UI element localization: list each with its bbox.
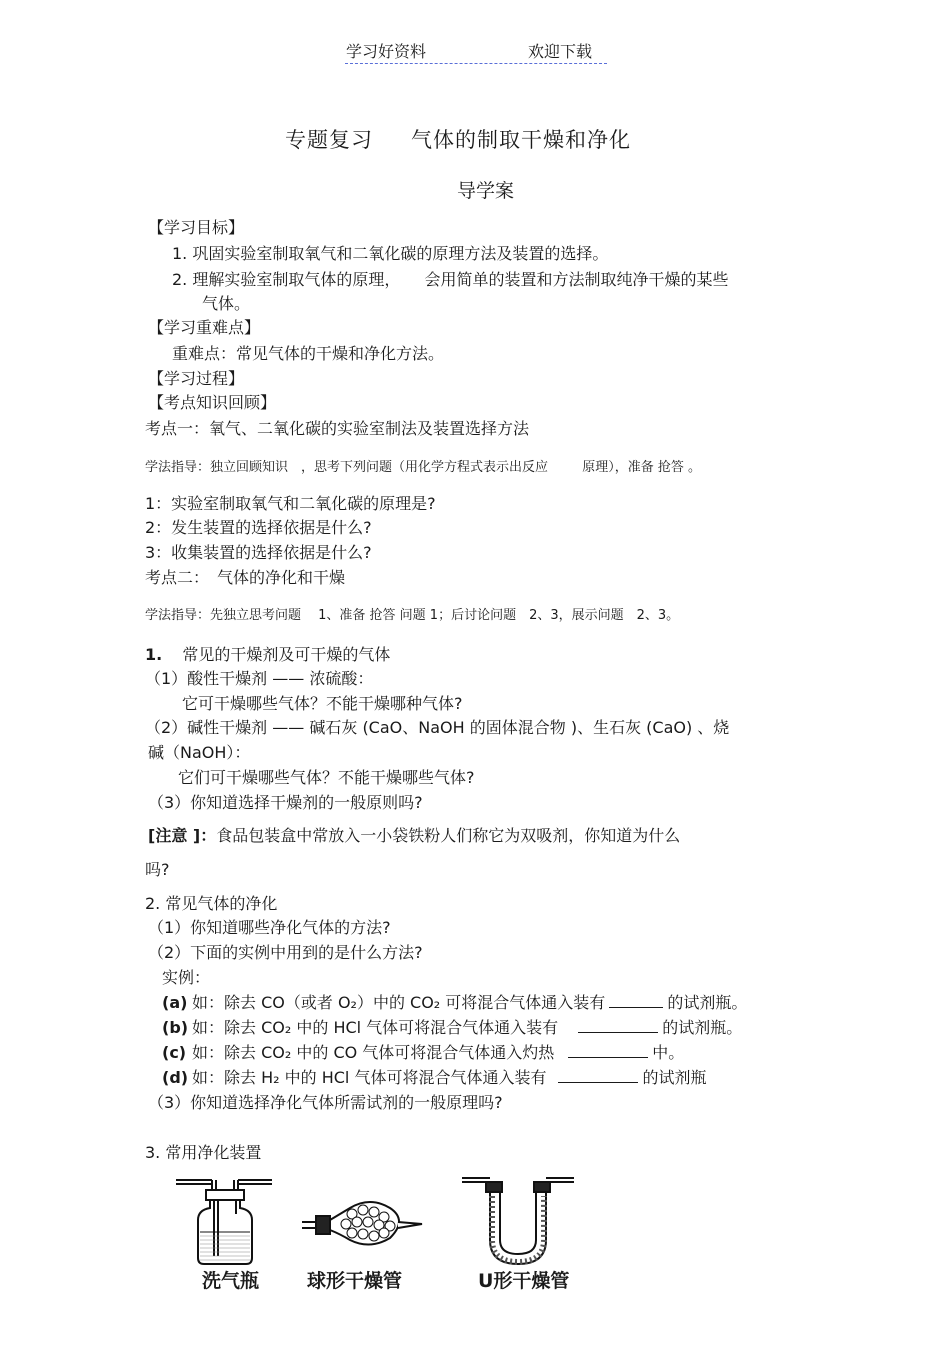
header-right: 欢迎下载 — [528, 42, 593, 61]
u-shaped-drying-tube-icon — [462, 1178, 574, 1264]
example-d — [162, 1068, 706, 1087]
header-divider — [345, 63, 607, 64]
point1-guide-b: 原理），准备 抢答 。 — [582, 460, 702, 475]
s1-heading — [145, 645, 390, 664]
s2-q2: （2）下面的实例中用到的是什么方法? — [148, 943, 423, 962]
note-tag: [注意 ]： — [148, 826, 217, 845]
example-b-tag: (b) — [162, 1018, 189, 1037]
goal-item-1: 1. 巩固实验室制取氧气和二氧化碳的原理方法及装置的选择。 — [172, 244, 609, 263]
s2-q1: （1）你知道哪些净化气体的方法? — [148, 918, 391, 937]
s3-title: 3. 常用净化装置 — [145, 1143, 262, 1162]
point1-q3: 3：收集装置的选择依据是什么? — [145, 543, 372, 562]
caption-u-drying-tube: U形干燥管 — [478, 1270, 570, 1292]
example-a-tag: (a) — [162, 993, 188, 1012]
s1-title: 常见的干燥剂及可干燥的气体 — [182, 645, 391, 664]
goals-heading: 【学习目标】 — [148, 218, 245, 237]
example-c-tag: (c) — [162, 1043, 187, 1062]
s2-q3: （3）你知道选择净化气体所需试剂的一般原理吗? — [148, 1093, 503, 1112]
example-d-tag: (d) — [162, 1068, 189, 1087]
example-b — [162, 1018, 742, 1037]
example-c-end: 中。 — [652, 1043, 685, 1062]
review-heading: 【考点知识回顾】 — [148, 393, 277, 412]
example-a-end: 的试剂瓶。 — [667, 993, 748, 1012]
goal-item-2c: 气体。 — [202, 294, 251, 313]
s1-a-question: 它可干燥哪些气体？不能干燥哪种气体? — [182, 694, 463, 713]
title-part2: 气体的制取干燥和净化 — [411, 128, 631, 152]
spherical-drying-tube-icon — [302, 1202, 422, 1245]
page-title — [285, 128, 631, 153]
s1-note2: 吗? — [145, 860, 170, 879]
example-a — [162, 993, 747, 1012]
point2-guide: 学法指导：先独立思考问题 1、准备 抢答 问题 1；后讨论问题 2、3，展示问题 2、3。 — [145, 608, 680, 623]
example-c-text: 如：除去 CO₂ 中的 CO 气体可将混合气体通入灼热 — [192, 1043, 555, 1062]
s2-example-label: 实例： — [162, 968, 211, 987]
example-c-blank[interactable] — [568, 1043, 648, 1058]
s1-note — [148, 826, 680, 845]
s1-b: （2）碱性干燥剂 —— 碱石灰 (CaO、NaOH 的固体混合物 )、生石灰 (CaO) 、烧 — [145, 718, 730, 737]
s1-b-question: 它们可干燥哪些气体？不能干燥哪些气体? — [178, 768, 475, 787]
point1-title: 考点一：氧气、二氧化碳的实验室制法及装置选择方法 — [145, 419, 530, 438]
example-d-text: 如：除去 H₂ 中的 HCl 气体可将混合气体通入装有 — [192, 1068, 547, 1087]
point1-q2: 2：发生装置的选择依据是什么? — [145, 518, 372, 537]
s1-c: （3）你知道选择干燥剂的一般原则吗? — [148, 793, 423, 812]
page-subtitle: 导学案 — [457, 180, 515, 202]
point2-title: 考点二： 气体的净化和干燥 — [145, 568, 346, 587]
example-a-blank[interactable] — [609, 993, 663, 1008]
example-a-text: 如：除去 CO（或者 O₂）中的 CO₂ 可将混合气体通入装有 — [192, 993, 606, 1012]
gas-washing-bottle-icon — [176, 1180, 272, 1264]
goal-item-2 — [172, 270, 729, 289]
example-c — [162, 1043, 684, 1062]
goal-item-2a: 2. 理解实验室制取气体的原理， — [172, 270, 401, 289]
point1-guide-a: 学法指导：独立回顾知识 ，思考下列问题（用化学方程式表示出反应 — [145, 460, 549, 475]
example-d-end: 的试剂瓶 — [642, 1068, 707, 1087]
example-b-text: 如：除去 CO₂ 中的 HCl 气体可将混合气体通入装有 — [192, 1018, 559, 1037]
s1-num: 1. — [145, 645, 163, 664]
caption-spherical-drying-tube: 球形干燥管 — [307, 1270, 403, 1292]
point1-guide — [145, 460, 701, 476]
s2-title: 2. 常见气体的净化 — [145, 894, 278, 913]
difficulty-heading: 【学习重难点】 — [148, 318, 261, 337]
point1-q1: 1：实验室制取氧气和二氧化碳的原理是? — [145, 494, 436, 513]
example-d-blank[interactable] — [558, 1068, 638, 1083]
example-b-end: 的试剂瓶。 — [662, 1018, 743, 1037]
note-text: 食品包装盒中常放入一小袋铁粉人们称它为双吸剂，你知道为什么 — [216, 826, 681, 845]
process-heading: 【学习过程】 — [148, 369, 245, 388]
s1-b2: 碱（NaOH）： — [148, 743, 251, 762]
header-left: 学习好资料 — [346, 42, 427, 61]
title-part1: 专题复习 — [285, 128, 373, 152]
example-b-blank[interactable] — [578, 1018, 658, 1033]
difficulty-text: 重难点：常见气体的干燥和净化方法。 — [172, 344, 445, 363]
caption-gas-washing-bottle: 洗气瓶 — [202, 1270, 260, 1292]
purification-apparatus-figure — [170, 1170, 610, 1270]
goal-item-2b: 会用简单的装置和方法制取纯净干燥的某些 — [424, 270, 729, 289]
s1-a: （1）酸性干燥剂 —— 浓硫酸： — [145, 669, 374, 688]
